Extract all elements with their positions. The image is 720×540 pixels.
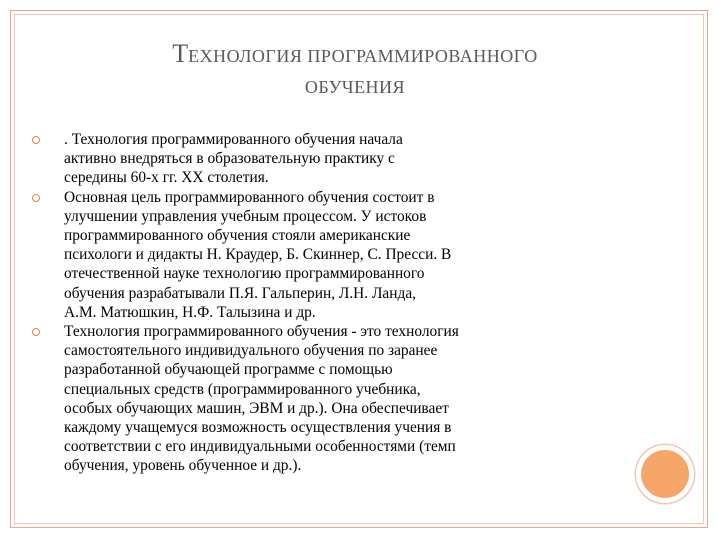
- bullet-line: Технология программированного обучения - это технология: [64, 323, 459, 341]
- ring-bullet-icon: [32, 194, 40, 202]
- ring-bullet-icon: [32, 328, 40, 336]
- bullet-line: обучения, уровень обученное и др.).: [64, 457, 302, 475]
- bullet-item-3: [30, 322, 620, 476]
- bullet-line: активно внедряться в образовательную практику с: [64, 150, 395, 168]
- ring-bullet-icon: [32, 136, 40, 144]
- bullet-line: середины 60-х гг. XX столетия.: [64, 169, 269, 187]
- bullet-line: каждому учащемуся возможность осуществления учения в: [64, 419, 452, 437]
- bullet-line: обучения разрабатывали П.Я. Гальперин, Л.Н. Ланда,: [64, 284, 417, 302]
- title-line-1-rest: ЕХНОЛОГИЯ ПРОГРАММИРОВАННОГО: [188, 46, 538, 66]
- slide-content: [30, 130, 620, 476]
- bullet-item-2: [30, 188, 620, 322]
- title-line-2: ОБУЧЕНИЯ: [304, 77, 406, 98]
- title-line-1: [60, 34, 650, 74]
- bullet-line: программированного обучения стояли американские: [64, 227, 411, 245]
- bullet-line: специальных средств (программированного учебника,: [64, 380, 421, 398]
- bullet-item-1: [30, 130, 620, 188]
- bullet-line: Основная цель программированного обучения состоит в: [64, 188, 435, 206]
- bullet-line: особых обучающих машин, ЭВМ и др.). Она обеспечивает: [64, 399, 449, 417]
- bullet-line: А.М. Матюшкин, Н.Ф. Талызина и др.: [64, 303, 316, 321]
- title-first-letter: Т: [172, 39, 189, 68]
- bullet-line: самостоятельного индивидуального обучения по заранее: [64, 342, 438, 360]
- bullet-line: . Технология программированного обучения начала: [64, 131, 403, 148]
- bullet-line: улучшении управления учебным процессом. У истоков: [64, 207, 427, 225]
- orange-circle-icon: [641, 450, 689, 498]
- bullet-line: отечественной науке технологию программированного: [64, 265, 425, 283]
- bullet-line: соответствии с его индивидуальными особенностями (темп: [64, 438, 456, 456]
- bullet-line: разработанной обучающей программе с помощью: [64, 361, 393, 379]
- bullet-line: психологи и дидакты Н. Краудер, Б. Скиннер, С. Пресси. В: [64, 246, 452, 264]
- slide-title: [60, 34, 650, 102]
